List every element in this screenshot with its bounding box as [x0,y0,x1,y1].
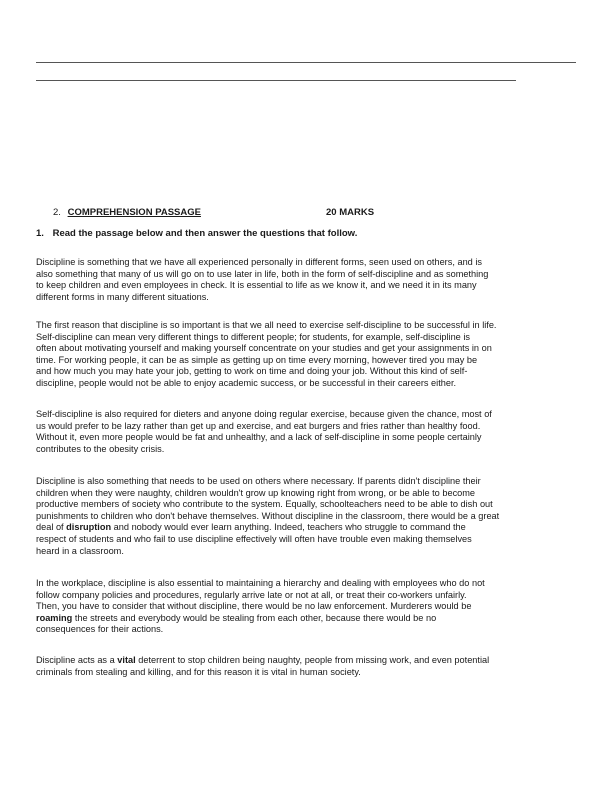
paragraph [36,257,596,303]
paragraph-line: discipline, people would not be able to enjoy academic success, or be successful in their careers either. [36,377,457,388]
paragraph-line: punishments to children who don't behave themselves. Without discipline in the classroom, there would be a great [36,510,500,521]
paragraph-line: contributes to the obesity crisis. [36,443,165,454]
paragraph [36,409,596,455]
paragraph [36,655,596,678]
bold-vocabulary-word: vital [117,655,136,665]
paragraph-line: deal of disruption and nobody would ever learn anything. Indeed, teachers who struggle to command the [36,522,466,533]
paragraph-line: often about motivating yourself and making yourself concentrate on your studies and get your assignments in on [36,343,492,354]
paragraph-line: roaming the streets and everybody would be stealing from each other, because there would be no [36,612,437,623]
paragraph-line: productive members of society who contribute to the system. Equally, schoolteachers need to be able to dish out [36,499,493,510]
paragraph-line: time. For working people, it can be as simple as getting up on time every morning, however tired you may be [36,354,478,365]
bold-vocabulary-word: disruption [66,522,112,533]
bold-vocabulary-word: roaming [36,612,73,623]
paragraph-line: Discipline is something that we have all experienced personally in different forms, seen used on others, and is [36,257,482,267]
paragraph-line: Self-discipline is also required for dieters and anyone doing regular exercise, because given the chance, most of [36,409,492,419]
paragraph-line: Without it, even more people would be fat and unhealthy, and a lack of self-discipline in some people certainly [36,432,482,443]
paragraph-line: different forms in many different situations. [36,291,209,302]
paragraph-line: also something that many of us will go on to use later in life, both in the form of self-discipline and as something [36,268,489,279]
paragraph-line: Self-discipline can mean very different things to different people; for students, for example, self-discipline is [36,331,470,342]
answer-line-2 [36,80,516,81]
paragraph-line: criminals from stealing and killing, and for this reason it is vital in human society. [36,666,361,677]
paragraph-line: respect of students and who fail to use discipline effectively will often have trouble even making themselves [36,533,472,544]
paragraph-line: consequences for their actions. [36,624,164,635]
paragraph-line: In the workplace, discipline is also essential to maintaining a hierarchy and dealing with employees who do not [36,578,485,588]
instruction-number: 1. [36,228,44,239]
instruction-text: Read the passage below and then answer the questions that follow. [52,228,358,239]
paragraph-line: us would prefer to be lazy rather than get up and exercise, and eat burgers and fries rather than healthy food. [36,420,481,431]
answer-line-1 [36,62,576,63]
paragraph-line: Discipline acts as a vital deterrent to stop children being naughty, people from missing work, and even potential [36,655,490,665]
section-marks: 20 MARKS [326,207,375,218]
section-number: 2. [53,207,61,218]
paragraph-line: heard in a classroom. [36,545,124,556]
paragraph [36,320,596,390]
instruction [36,228,357,239]
paragraph-line: children when they were naughty, children wouldn't grow up knowing right from wrong, or be able to become [36,487,476,498]
paragraph-line: follow company policies and procedures, regularly arrive late or not at all, or treat their co-workers unfairly. [36,589,467,600]
paragraph [36,578,596,636]
section-heading [53,207,201,218]
paragraph-line: Then, you have to consider that without discipline, there would be no law enforcement. Murderers would be [36,601,472,612]
paragraph-line: Discipline is also something that needs to be used on others where necessary. If parents didn't discipline their [36,476,481,486]
paragraph-line: to keep children and even employees in check. It is essential to life as we know it, and we need it in its many [36,280,477,291]
paragraph [36,476,596,557]
paragraph-line: and how much you may hate your job, getting to work on time and doing your job. Without this kind of self- [36,366,468,377]
paragraph-line: The first reason that discipline is so important is that we all need to exercise self-discipline to be successful in life. [36,320,497,330]
section-title: COMPREHENSION PASSAGE [67,207,201,218]
